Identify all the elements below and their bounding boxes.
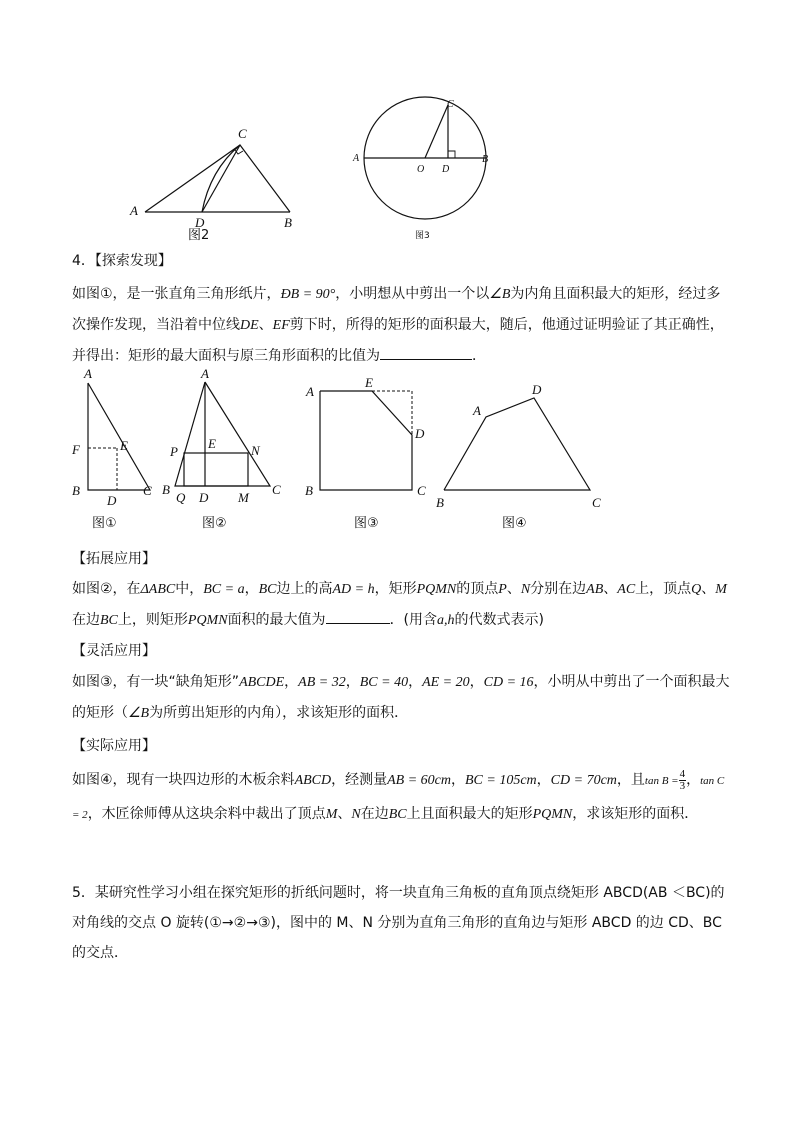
q4-heading-flexible: 【灵活应用】 [72,643,156,659]
fig3-caption: 图3 [415,231,430,241]
q4-heading-extension: 【拓展应用】 [72,551,156,567]
svg-text:E: E [365,375,373,390]
fig2-label-b: B [284,215,292,230]
q4-paragraph-2: 如图②，在ΔABC中，BC = a，BC边上的高AD = h，矩形PQMN的顶点P、N分别在边AB、AC上，顶点Q、M在边BC上，则矩形PQMN面积的最大值为 ．(用含a,h的代数式表示) [72,581,727,628]
svg-text:图①: 图① [92,516,117,531]
svg-text:图②: 图② [202,516,227,531]
figure-4-row [436,382,601,531]
svg-text:B: B [305,483,313,498]
svg-text:N: N [251,443,260,458]
svg-text:D: D [107,493,117,508]
q4-paragraph-4: 如图④，现有一块四边形的木板余料ABCD，经测量AB = 60cm，BC = 105cm，CD = 70cm，且tan B = $\frac{4}{3}$ ，tan C = 2，木匠徐师傅从这块余料中裁出了顶点M、N在边BC上且面积最大的矩形PQMN，求该矩形的面积． [72,767,725,822]
figure-row [62,366,622,533]
svg-text:D: D [199,490,209,505]
svg-text:E: E [120,438,128,453]
q4-paragraph-1: 如图①，是一张直角三角形纸片，ÐB = 90°，小明想从中剪出一个以∠B为内角且面积最大的矩形，经过多次操作发现，当沿着中位线DE、EF剪下时，所得的矩形的面积最大，随后，他通过证明验证了其正确性，并得出：矩形的最大面积与原三角形面积的比值为 ． [72,286,724,364]
svg-text:F: F [72,442,80,457]
q4-title: 4．【探索发现】 [72,253,172,269]
tan-b-fraction: $\frac{4}{3}$ [679,767,686,792]
svg-text:A: A [201,366,209,381]
svg-text:Q: Q [176,490,186,505]
figure-1 [71,366,152,531]
svg-text:C: C [417,483,426,498]
fig3-label-o: O [417,164,425,175]
svg-text:E: E [208,436,216,451]
svg-text:A: A [306,384,314,399]
fig2-label-a: A [130,203,138,218]
svg-text:A: A [473,403,481,418]
svg-text:B: B [72,483,80,498]
fig2-caption: 图2 [188,228,210,243]
svg-text:图③: 图③ [354,516,379,531]
fig2-label-c: C [238,126,247,141]
svg-text:C: C [592,495,601,510]
svg-text:A: A [84,366,92,381]
q4-heading-practical: 【实际应用】 [72,738,156,754]
svg-text:D: D [532,382,542,397]
svg-text:B: B [162,482,170,497]
figure-2-row [162,366,281,531]
answer-blank-1[interactable] [380,343,472,360]
fig2-label-d: D [195,215,205,230]
figure-2 [120,120,320,245]
fig3-label-a: A [353,153,360,164]
figure-3-row [305,375,426,531]
answer-blank-2[interactable] [326,607,390,624]
fig3-label-d: D [442,164,450,175]
svg-text:C: C [143,483,152,498]
fig3-label-c: C [447,99,454,110]
fig3-label-b: B [482,154,489,165]
q5-paragraph: 5．某研究性学习小组在探究矩形的折纸问题时，将一块直角三角板的直角顶点绕矩形 ABCD(AB ＜BC)的对角线的交点 O 旋转(①→②→③)，图中的 M、N 分别为直角三角形的直角边与矩形 ABCD 的边 CD、BC 的交点． [72,885,725,961]
svg-text:B: B [436,495,444,510]
svg-text:C: C [272,482,281,497]
q4-paragraph-3: 如图③，有一块“缺角矩形”ABCDE，AB = 32，BC = 40，AE = 20，CD = 16，小明从中剪出了一个面积最大的矩形（∠B为所剪出矩形的内角），求该矩形的面积． [72,674,730,721]
svg-text:M: M [238,490,249,505]
svg-text:P: P [170,444,178,459]
svg-text:图④: 图④ [502,516,527,531]
figure-3 [345,95,505,245]
svg-text:D: D [415,426,425,441]
